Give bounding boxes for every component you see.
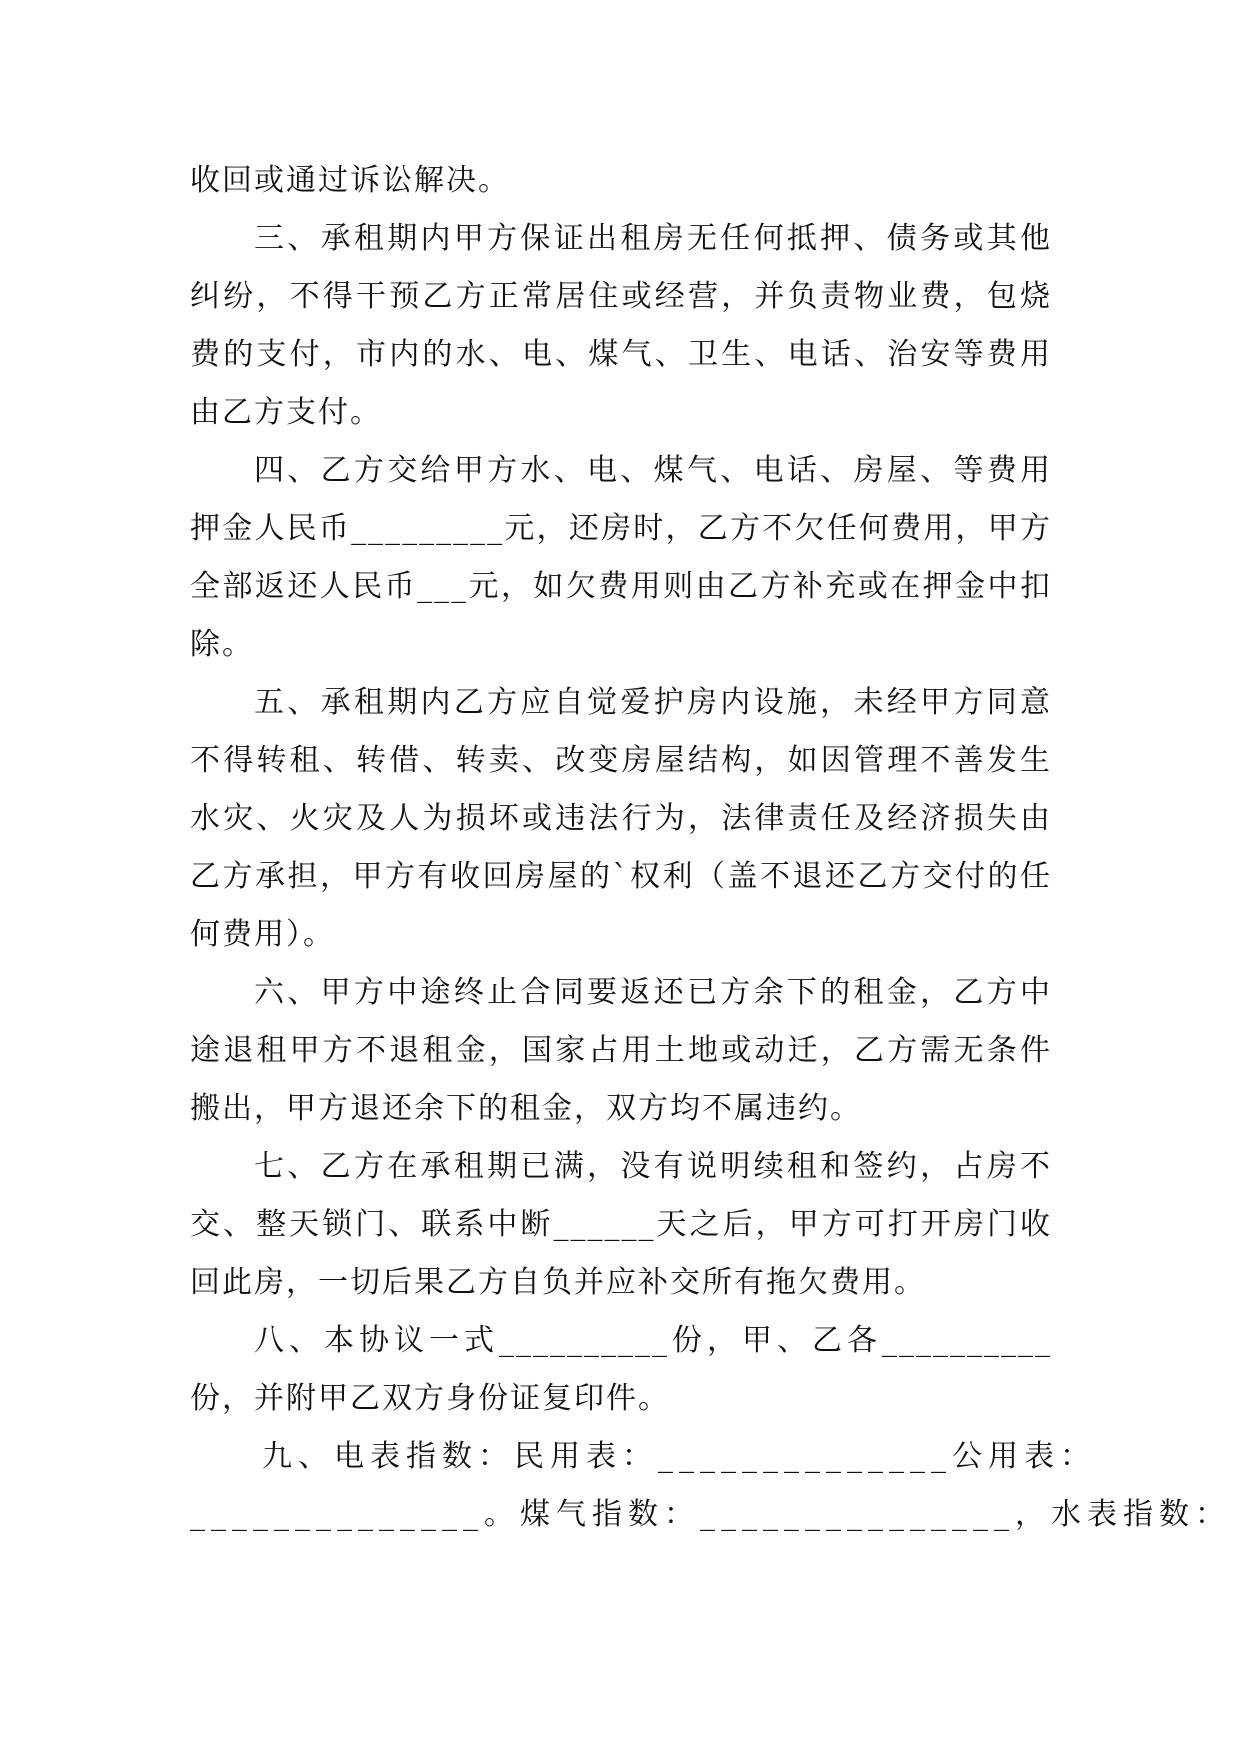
clause-7: 七、乙方在承租期已满，没有说明续租和签约，占房不交、整天锁门、联系中断______天之后，甲方可打开房门收回此房，一切后果乙方自负并应补交所有拖欠费用。 [190, 1149, 1052, 1300]
contract-text [190, 152, 1231, 1544]
clause-3: 三、承租期内甲方保证出租房无任何抵押、债务或其他纠纷，不得干预乙方正常居住或经营，并负责物业费，包烧费的支付，市内的水、电、煤气、卫生、电话、治安等费用由乙方支付。 [190, 221, 1052, 430]
meter-readings-line-1: 九、电表指数：民用表：______________公用表： [262, 1439, 1096, 1474]
clause-6: 六、甲方中途终止合同要返还已方余下的租金，乙方中途退租甲方不退租金，国家占用土地或动迁，乙方需无条件搬出，甲方退还余下的租金，双方均不属违约。 [190, 975, 1052, 1126]
clause-5: 五、承租期内乙方应自觉爱护房内设施，未经甲方同意不得转租、转借、转卖、改变房屋结构，如因管理不善发生水灾、火灾及人为损坏或违法行为，法律责任及经济损失由乙方承担，甲方有收回房屋的`权利（盖不退还乙方交付的任何费用）。 [190, 685, 1052, 952]
clause-8: 八、本协议一式__________份，甲、乙各__________份，并附甲乙双方身份证复印件。 [190, 1323, 1052, 1416]
meter-readings-line-2: ______________。煤气指数：_______________，水表指数： [190, 1497, 1231, 1532]
clause-4: 四、乙方交给甲方水、电、煤气、电话、房屋、等费用押金人民币_________元，还房时，乙方不欠任何费用，甲方全部返还人民币___元，如欠费用则由乙方补充或在押金中扣除。 [190, 453, 1052, 662]
clause-9-meter-readings [190, 1428, 1231, 1544]
paragraph-continuation: 收回或通过诉讼解决。 [190, 163, 510, 198]
